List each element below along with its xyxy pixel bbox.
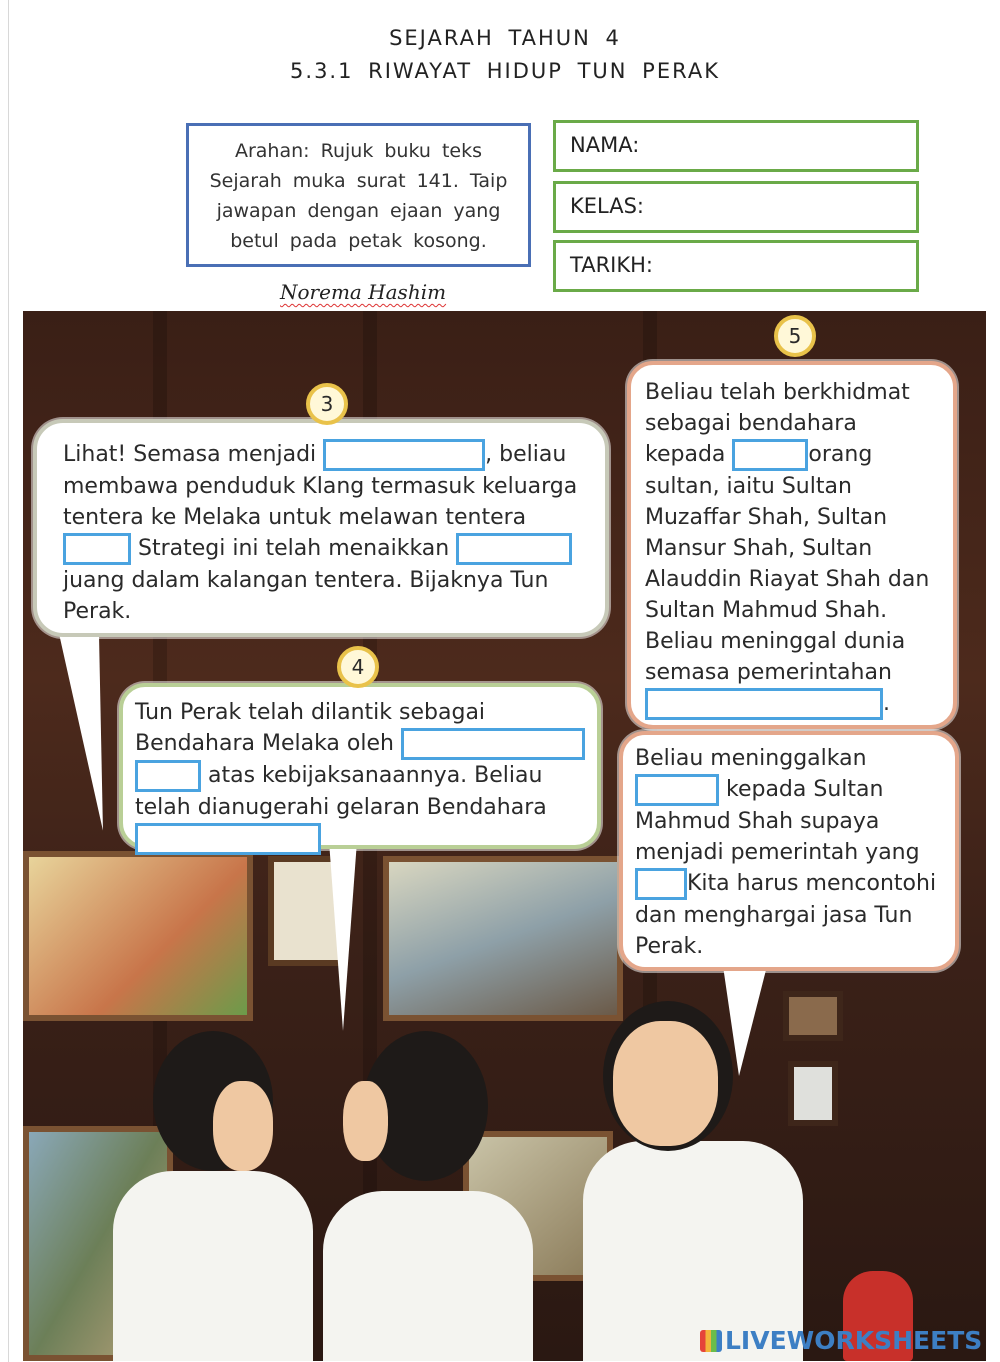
wall-switch-panel bbox=[783, 991, 843, 1041]
answer-blank-5a[interactable] bbox=[732, 439, 808, 471]
speech-bubble-3 bbox=[33, 419, 609, 637]
bubble-number-badge: 3 bbox=[306, 383, 348, 425]
bubble-number-badge: 5 bbox=[774, 315, 816, 357]
bubble-text: Lihat! Semasa menjadi bbox=[63, 442, 324, 467]
speech-bubble-5 bbox=[627, 361, 957, 729]
bubble-text: , beliau membawa penduduk Klang termasuk keluarga tentera ke Melaka untuk melawan tentera bbox=[63, 442, 578, 530]
bubble-text: kepada Sultan Mahmud Shah supaya menjadi pemerintah yang bbox=[635, 777, 920, 865]
answer-blank-3b[interactable] bbox=[63, 533, 131, 565]
speech-bubble-6 bbox=[619, 731, 959, 971]
worksheet-subtitle: 5.3.1 RIWAYAT HIDUP TUN PERAK bbox=[290, 59, 720, 83]
student-face bbox=[343, 1081, 388, 1161]
student-figure-left bbox=[113, 1171, 313, 1361]
liveworksheets-logo-icon bbox=[700, 1330, 722, 1352]
answer-blank-3a[interactable] bbox=[323, 439, 485, 471]
answer-blank-4b[interactable] bbox=[135, 760, 201, 792]
name-field[interactable]: NAMA: bbox=[553, 120, 919, 172]
watermark-text: LIVEWORKSHEETS bbox=[725, 1326, 983, 1355]
speech-tail bbox=[59, 629, 126, 833]
page-edge-line bbox=[8, 0, 9, 1362]
bubble-text: atas kebijaksanaannya. Beliau telah dianugerahi gelaran Bendahara bbox=[135, 763, 547, 820]
bubble-text: . bbox=[883, 691, 890, 716]
wall-painting bbox=[383, 856, 623, 1021]
comic-illustration bbox=[23, 311, 986, 1361]
student-face bbox=[613, 1021, 718, 1146]
bubble-text: Beliau meninggalkan bbox=[635, 746, 867, 771]
answer-blank-6a[interactable] bbox=[635, 774, 719, 806]
answer-blank-4c[interactable] bbox=[135, 823, 321, 855]
answer-blank-6b[interactable] bbox=[635, 868, 687, 900]
bubble-text: juang dalam kalangan tentera. Bijaknya Tun Perak. bbox=[63, 568, 549, 624]
speech-bubble-4 bbox=[119, 683, 601, 849]
worksheet-title: SEJARAH TAHUN 4 bbox=[389, 26, 621, 50]
answer-blank-4a[interactable] bbox=[401, 728, 585, 760]
wall-painting bbox=[23, 851, 253, 1021]
speech-tail bbox=[329, 841, 357, 1031]
bubble-text: Tun Perak telah dilantik sebagai Bendahara Melaka oleh bbox=[135, 700, 486, 756]
wall-sign bbox=[788, 1061, 838, 1126]
instructions-box: Arahan: Rujuk buku teks Sejarah muka surat 141. Taip jawapan dengan ejaan yang betul pada petak kosong. bbox=[186, 123, 531, 267]
bubble-number-badge: 4 bbox=[337, 646, 379, 688]
bubble-text: Kita harus mencontohi dan menghargai jasa Tun Perak. bbox=[635, 871, 937, 959]
student-figure-middle bbox=[323, 1191, 533, 1361]
bubble-text: Strategi ini telah menaikkan bbox=[131, 536, 457, 561]
answer-blank-3c[interactable] bbox=[456, 533, 572, 565]
liveworksheets-watermark bbox=[700, 1326, 982, 1358]
student-face bbox=[213, 1081, 273, 1171]
answer-blank-5b[interactable] bbox=[645, 688, 883, 720]
bubble-text: Beliau telah berkhidmat sebagai bendahara kepada bbox=[645, 380, 910, 467]
date-field[interactable]: TARIKH: bbox=[553, 240, 919, 292]
class-field[interactable]: KELAS: bbox=[553, 181, 919, 233]
bubble-text: orang sultan, iaitu Sultan Muzaffar Shah, Sultan Mansur Shah, Sultan Alauddin Riayat Shah dan Sultan Mahmud Shah. Beliau meninggal dunia semasa pemerintahan bbox=[645, 442, 930, 685]
speech-tail bbox=[723, 966, 767, 1076]
author-signature: Norema Hashim bbox=[280, 280, 447, 304]
